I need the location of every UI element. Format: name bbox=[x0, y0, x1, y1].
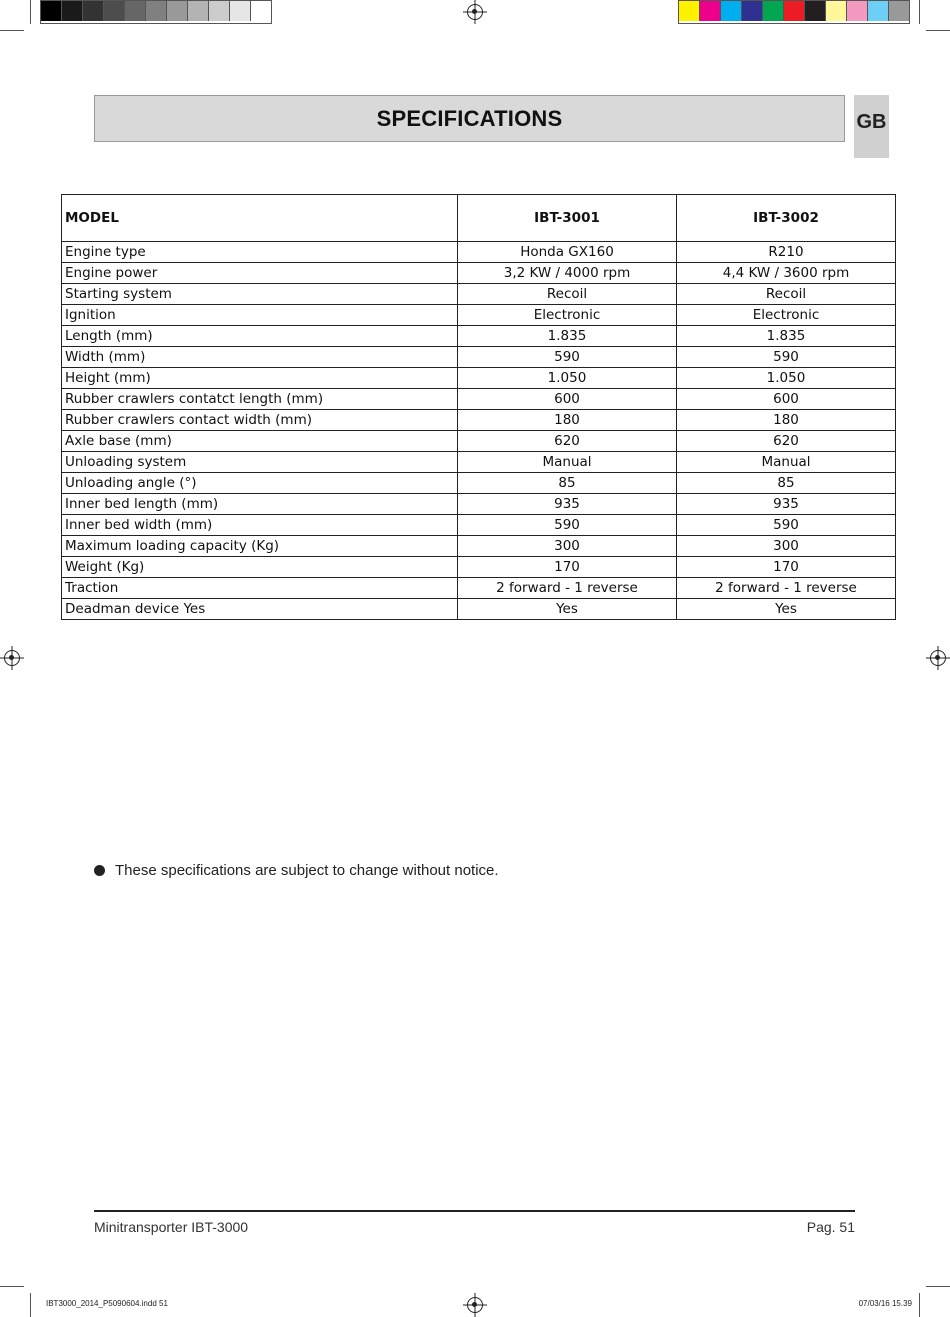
spec-value-ibt-3001: 300 bbox=[458, 536, 677, 557]
language-code: GB bbox=[856, 111, 887, 133]
spec-value-ibt-3001: 170 bbox=[458, 557, 677, 578]
color-swatch-strip bbox=[678, 0, 910, 24]
color-swatch bbox=[230, 1, 251, 21]
spec-value-ibt-3001: 180 bbox=[458, 410, 677, 431]
color-swatch bbox=[679, 1, 700, 21]
spec-label-cell: Length (mm) bbox=[62, 326, 458, 347]
color-swatch bbox=[721, 1, 742, 21]
spec-value-ibt-3001: 1.050 bbox=[458, 368, 677, 389]
table-header-row bbox=[62, 195, 896, 242]
color-swatch bbox=[209, 1, 230, 21]
spec-value-ibt-3002: 590 bbox=[677, 515, 896, 536]
color-swatch bbox=[700, 1, 721, 21]
table-row bbox=[62, 515, 896, 536]
spec-label-cell: Engine type bbox=[62, 242, 458, 263]
spec-label-cell: Rubber crawlers contatct length (mm) bbox=[62, 389, 458, 410]
spec-label-cell: Deadman device Yes bbox=[62, 599, 458, 620]
crop-mark bbox=[0, 1286, 24, 1287]
spec-value-ibt-3002: Manual bbox=[677, 452, 896, 473]
color-swatch bbox=[742, 1, 763, 21]
table-row bbox=[62, 494, 896, 515]
spec-value-ibt-3001: 3,2 KW / 4000 rpm bbox=[458, 263, 677, 284]
spec-value-ibt-3002: 935 bbox=[677, 494, 896, 515]
spec-label-cell: Weight (Kg) bbox=[62, 557, 458, 578]
color-swatch bbox=[868, 1, 889, 21]
spec-label-cell: Width (mm) bbox=[62, 347, 458, 368]
spec-value-ibt-3001: 935 bbox=[458, 494, 677, 515]
color-swatch bbox=[826, 1, 847, 21]
spec-label-cell: Rubber crawlers contact width (mm) bbox=[62, 410, 458, 431]
column-header-model: MODEL bbox=[62, 195, 458, 242]
slug-date-info: 07/03/16 15.39 bbox=[858, 1299, 912, 1308]
spec-label-cell: Engine power bbox=[62, 263, 458, 284]
spec-value-ibt-3002: 590 bbox=[677, 347, 896, 368]
table-row bbox=[62, 263, 896, 284]
table-row bbox=[62, 452, 896, 473]
spec-value-ibt-3001: Manual bbox=[458, 452, 677, 473]
spec-label-cell: Axle base (mm) bbox=[62, 431, 458, 452]
table-row bbox=[62, 578, 896, 599]
section-title-bar bbox=[94, 95, 845, 142]
table-row bbox=[62, 599, 896, 620]
spec-value-ibt-3002: R210 bbox=[677, 242, 896, 263]
crop-mark bbox=[926, 1286, 950, 1287]
table-row bbox=[62, 557, 896, 578]
color-swatch bbox=[188, 1, 209, 21]
spec-label-cell: Ignition bbox=[62, 305, 458, 326]
footer-product-name: Minitransporter IBT-3000 bbox=[94, 1219, 249, 1235]
spec-value-ibt-3001: Honda GX160 bbox=[458, 242, 677, 263]
table-row bbox=[62, 389, 896, 410]
crop-mark bbox=[919, 1293, 920, 1317]
color-swatch bbox=[146, 1, 167, 21]
table-row bbox=[62, 284, 896, 305]
spec-label-cell: Inner bed length (mm) bbox=[62, 494, 458, 515]
language-tab bbox=[854, 95, 889, 158]
spec-value-ibt-3002: 85 bbox=[677, 473, 896, 494]
color-swatch bbox=[167, 1, 188, 21]
spec-value-ibt-3002: 180 bbox=[677, 410, 896, 431]
spec-value-ibt-3002: 1.835 bbox=[677, 326, 896, 347]
color-swatch bbox=[41, 1, 62, 21]
spec-value-ibt-3001: 600 bbox=[458, 389, 677, 410]
spec-value-ibt-3002: 170 bbox=[677, 557, 896, 578]
color-swatch bbox=[125, 1, 146, 21]
spec-value-ibt-3001: Yes bbox=[458, 599, 677, 620]
spec-value-ibt-3001: 85 bbox=[458, 473, 677, 494]
spec-value-ibt-3001: Electronic bbox=[458, 305, 677, 326]
spec-value-ibt-3002: 4,4 KW / 3600 rpm bbox=[677, 263, 896, 284]
spec-value-ibt-3001: 1.835 bbox=[458, 326, 677, 347]
crop-mark bbox=[30, 1293, 31, 1317]
spec-label-cell: Unloading system bbox=[62, 452, 458, 473]
disclaimer-text: These specifications are subject to change without notice. bbox=[115, 862, 499, 879]
disclaimer-note bbox=[94, 862, 499, 879]
table-row bbox=[62, 347, 896, 368]
spec-value-ibt-3001: 620 bbox=[458, 431, 677, 452]
spec-label-cell: Maximum loading capacity (Kg) bbox=[62, 536, 458, 557]
footer-divider bbox=[94, 1210, 855, 1212]
spec-label-cell: Height (mm) bbox=[62, 368, 458, 389]
color-swatch bbox=[104, 1, 125, 21]
spec-value-ibt-3002: 1.050 bbox=[677, 368, 896, 389]
column-header-ibt-3001: IBT-3001 bbox=[458, 195, 677, 242]
gray-swatch-strip bbox=[40, 0, 272, 24]
registration-mark-icon bbox=[4, 650, 20, 666]
table-row bbox=[62, 536, 896, 557]
spec-value-ibt-3002: Electronic bbox=[677, 305, 896, 326]
table-row bbox=[62, 431, 896, 452]
spec-value-ibt-3002: 300 bbox=[677, 536, 896, 557]
page-title: SPECIFICATIONS bbox=[376, 105, 563, 131]
table-row bbox=[62, 473, 896, 494]
spec-value-ibt-3002: 620 bbox=[677, 431, 896, 452]
crop-mark bbox=[926, 30, 950, 31]
footer-page-number: Pag. 51 bbox=[806, 1219, 855, 1235]
specifications-table bbox=[61, 194, 896, 620]
color-swatch bbox=[62, 1, 83, 21]
color-swatch bbox=[251, 1, 271, 21]
crop-mark bbox=[919, 0, 920, 24]
spec-value-ibt-3001: 590 bbox=[458, 347, 677, 368]
spec-label-cell: Inner bed width (mm) bbox=[62, 515, 458, 536]
registration-mark-icon bbox=[467, 1297, 483, 1313]
spec-value-ibt-3002: 600 bbox=[677, 389, 896, 410]
spec-value-ibt-3001: 2 forward - 1 reverse bbox=[458, 578, 677, 599]
spec-value-ibt-3001: 590 bbox=[458, 515, 677, 536]
color-swatch bbox=[83, 1, 104, 21]
registration-mark-icon bbox=[930, 650, 946, 666]
spec-label-cell: Unloading angle (°) bbox=[62, 473, 458, 494]
table-row bbox=[62, 326, 896, 347]
spec-label-cell: Starting system bbox=[62, 284, 458, 305]
registration-mark-icon bbox=[467, 4, 483, 20]
slug-file-info: IBT3000_2014_P5090604.indd 51 bbox=[46, 1299, 168, 1308]
color-swatch bbox=[805, 1, 826, 21]
crop-mark bbox=[0, 30, 24, 31]
spec-value-ibt-3001: Recoil bbox=[458, 284, 677, 305]
spec-value-ibt-3002: 2 forward - 1 reverse bbox=[677, 578, 896, 599]
table-row bbox=[62, 242, 896, 263]
color-swatch bbox=[847, 1, 868, 21]
spec-value-ibt-3002: Recoil bbox=[677, 284, 896, 305]
crop-mark bbox=[30, 0, 31, 24]
table-row bbox=[62, 305, 896, 326]
color-swatch bbox=[889, 1, 909, 21]
color-swatch bbox=[784, 1, 805, 21]
spec-label-cell: Traction bbox=[62, 578, 458, 599]
color-swatch bbox=[763, 1, 784, 21]
bullet-icon bbox=[94, 865, 105, 876]
table-row bbox=[62, 410, 896, 431]
spec-value-ibt-3002: Yes bbox=[677, 599, 896, 620]
table-row bbox=[62, 368, 896, 389]
column-header-ibt-3002: IBT-3002 bbox=[677, 195, 896, 242]
